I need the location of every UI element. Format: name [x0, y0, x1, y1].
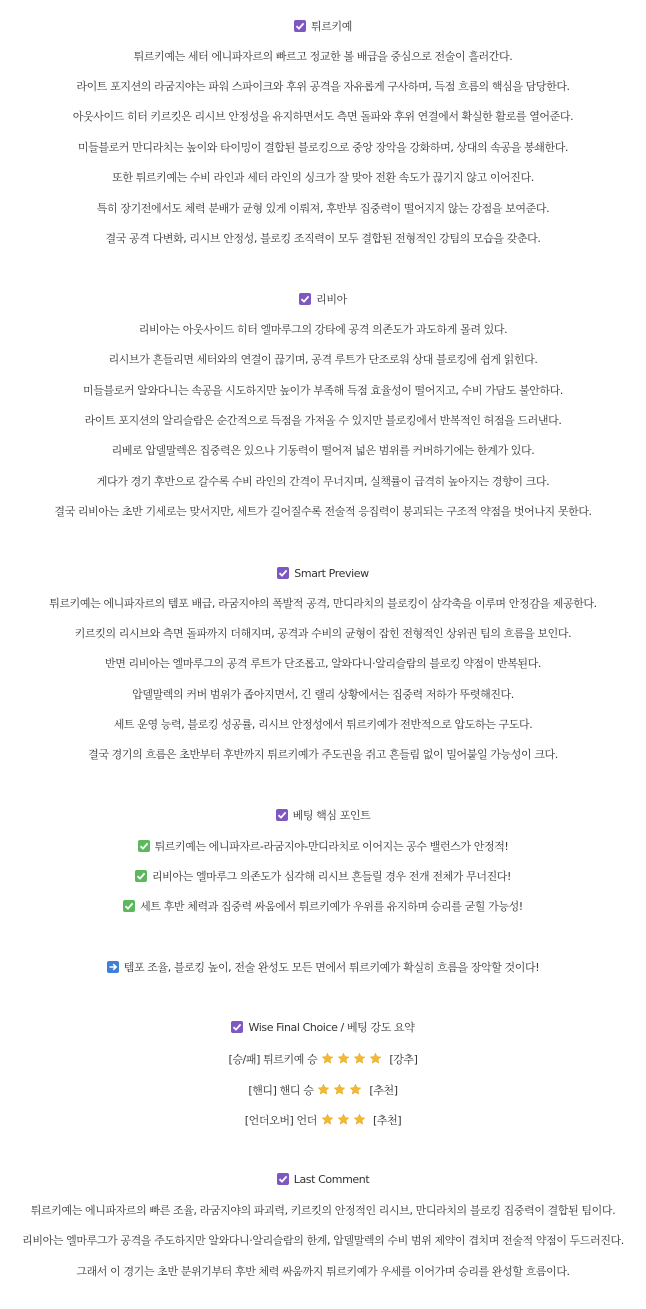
turkey-line: 또한 튀르키예는 수비 라인과 세터 라인의 싱크가 잘 맞아 전환 속도가 끊기지 않고 이어진다. — [112, 171, 534, 184]
star-rating — [321, 1052, 385, 1069]
preview-line: 키르킷의 리시브와 측면 돌파까지 더해지며, 공격과 수비의 균형이 잡힌 전형적인 상위권 팀의 흐름을 보인다. — [74, 627, 572, 640]
turkey-line: 라이트 포지션의 라굼지야는 파워 스파이크와 후위 공격을 자유롭게 구사하며, 득점 흐름의 핵심을 담당한다. — [76, 80, 570, 93]
star-icon — [353, 1113, 366, 1126]
libya-line: 리베로 압델말렉은 집중력은 있으나 기동력이 떨어져 넓은 범위를 커버하기에는 한계가 있다. — [111, 444, 535, 457]
preview-line: 압델말렉의 커버 범위가 좁아지면서, 긴 랠리 상황에서는 집중력 저하가 뚜렷해진다. — [132, 688, 514, 701]
betting-heading: 베팅 핵심 포인트 — [0, 809, 646, 823]
star-icon — [353, 1052, 366, 1065]
libya-line: 리시브가 흔들리면 세터와의 연결이 끊기며, 공격 루트가 단조로워 상대 블로킹에 쉽게 읽힌다. — [108, 353, 538, 366]
star-icon — [349, 1083, 362, 1096]
preview-line: 결국 경기의 흐름은 초반부터 후반까지 튀르키예가 주도권을 쥐고 흔들림 없이 밀어붙일 가능성이 크다. — [88, 748, 558, 761]
star-icon — [321, 1113, 334, 1126]
last-line: 그래서 이 경기는 초반 분위기부터 후반 체력 싸움까지 튀르키예가 우세를 이어가며 승리를 완성할 흐름이다. — [76, 1265, 570, 1278]
libya-line: 라이트 포지션의 알리슬람은 순간적으로 득점을 가져올 수 있지만 블로킹에서 반복적인 허점을 드러낸다. — [84, 414, 562, 427]
final-heading: Wise Final Choice / 베팅 강도 요약 — [0, 1021, 646, 1035]
libya-line: 미들블로커 알와다니는 속공을 시도하지만 높이가 부족해 득점 효율성이 떨어지고, 수비 가담도 불안하다. — [83, 384, 563, 397]
betting-point: 리비아는 엘마루그 의존도가 심각해 리시브 흔들릴 경우 전개 전체가 무너진다! — [0, 870, 646, 884]
checkbox-checked-icon — [277, 1173, 289, 1185]
turkey-line: 특히 장기전에서도 체력 분배가 균형 있게 이뤄져, 후반부 집중력이 떨어지지 않는 강점을 보여준다. — [96, 202, 550, 215]
star-icon — [321, 1052, 334, 1065]
checkbox-checked-icon — [299, 293, 311, 305]
turkey-line: 결국 공격 다변화, 리시브 안정성, 블로킹 조직력이 모두 결합된 전형적인 강팀의 모습을 갖춘다. — [105, 232, 541, 245]
turkey-line: 미들블로커 만디라치는 높이와 타이밍이 결합된 블로킹으로 중앙 장악을 강화하며, 상대의 속공을 봉쇄한다. — [77, 141, 569, 154]
star-icon — [369, 1052, 382, 1065]
check-mark-icon — [123, 900, 135, 912]
betting-point: 튀르키예는 에니파자르-라굼지야-만디라치로 이어지는 공수 밸런스가 안정적! — [0, 840, 646, 854]
last-line: 튀르키예는 에니파자르의 빠른 조율, 라굼지야의 파괴력, 키르킷의 안정적인 리시브, 만디라치의 블로킹 집중력이 결합된 팀이다. — [30, 1204, 616, 1217]
libya-line: 결국 리비아는 초반 기세로는 맞서지만, 세트가 길어질수록 전술적 응집력이 붕괴되는 구조적 약점을 벗어나지 못한다. — [54, 505, 592, 518]
checkbox-checked-icon — [231, 1021, 243, 1033]
preview-line: 튀르키예는 에니파자르의 템포 배급, 라굼지야의 폭발적 공격, 만디라치의 블로킹이 삼각축을 이루며 안정감을 제공한다. — [49, 597, 597, 610]
final-pick: [언더오버] 언더 [추천] — [0, 1113, 646, 1127]
last-heading: Last Comment — [0, 1173, 646, 1187]
star-rating — [321, 1113, 369, 1130]
star-icon — [337, 1113, 350, 1126]
check-mark-icon — [138, 840, 150, 852]
libya-line: 리비아는 아웃사이드 히터 엘마루그의 강타에 공격 의존도가 과도하게 몰려 있다. — [138, 323, 508, 336]
preview-line: 반면 리비아는 엘마루그의 공격 루트가 단조롭고, 알와다니·알리슬람의 블로킹 약점이 반복된다. — [105, 657, 541, 670]
checkbox-checked-icon — [294, 20, 306, 32]
star-icon — [333, 1083, 346, 1096]
turkey-line: 튀르키예는 세터 에니파자르의 빠르고 정교한 볼 배급을 중심으로 전술이 흘러간다. — [133, 50, 513, 63]
right-arrow-icon — [107, 961, 119, 973]
betting-conclusion: 템포 조율, 블로킹 높이, 전술 완성도 모든 면에서 튀르키예가 확실히 흐름을 장악할 것이다! — [0, 961, 646, 975]
star-rating — [317, 1083, 365, 1100]
turkey-heading: 튀르키예 — [0, 20, 646, 34]
betting-point: 세트 후반 체력과 집중력 싸움에서 튀르키예가 우위를 유지하며 승리를 굳힐 가능성! — [0, 900, 646, 914]
last-line: 리비아는 엘마루그가 공격을 주도하지만 알와다니·알리슬람의 한계, 압델말렉의 수비 범위 제약이 겹치며 전술적 약점이 두드러진다. — [22, 1234, 624, 1247]
final-pick: [승/패] 튀르키예 승 [강추] — [0, 1052, 646, 1066]
preview-heading: Smart Preview — [0, 567, 646, 581]
star-icon — [317, 1083, 330, 1096]
turkey-line: 아웃사이드 히터 키르킷은 리시브 안정성을 유지하면서도 측면 돌파와 후위 연결에서 확실한 활로를 열어준다. — [72, 110, 574, 123]
check-mark-icon — [135, 870, 147, 882]
libya-line: 게다가 경기 후반으로 갈수록 수비 라인의 간격이 무너지며, 실책률이 급격히 높아지는 경향이 크다. — [96, 475, 550, 488]
preview-line: 세트 운영 능력, 블로킹 성공률, 리시브 안정성에서 튀르키예가 전반적으로 압도하는 구도다. — [113, 718, 533, 731]
checkbox-checked-icon — [276, 809, 288, 821]
star-icon — [337, 1052, 350, 1065]
final-pick: [핸디] 핸디 승 [추천] — [0, 1083, 646, 1097]
libya-heading: 리비아 — [0, 293, 646, 307]
checkbox-checked-icon — [277, 567, 289, 579]
